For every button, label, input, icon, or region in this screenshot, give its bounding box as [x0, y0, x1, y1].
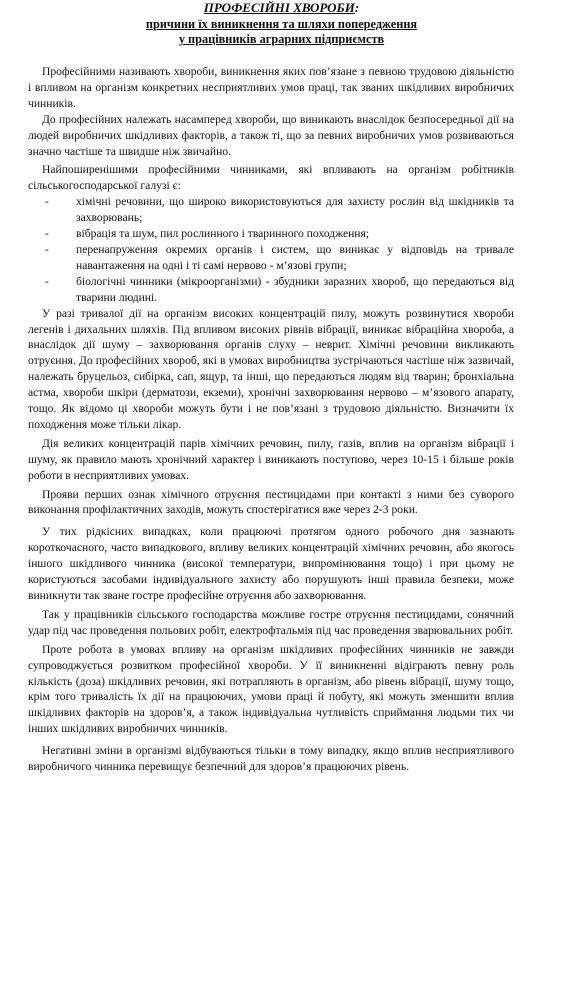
list-item [28, 194, 514, 226]
title-line [0, 0, 563, 17]
paragraph-chronic: Дія великих концентрацій парів хімічних речовин, пилу, газів, вплив на організм вібрації і шуму, як правило мають хронічний характер і виникають поступово, через 10-15 і більше років роботи в несприятливих умовах. [28, 436, 514, 482]
paragraph-pesticides: Прояви перших ознак хімічного отруєння пестицидами при контакті з ними без суворого виконання профілактичних заходів, можуть спостерігатися вже через 2-3 роки. [28, 487, 514, 517]
list-item-text: біологічні чинники (мікроорганізми) - збудники заразних хвороб, що передаються від тварини людині. [76, 274, 514, 304]
document-body [28, 64, 514, 775]
list-item [28, 274, 514, 306]
bullet-dash: - [45, 195, 49, 209]
list-item-text: хімічні речовини, що широко використовуються для захисту рослин від шкідників та захворювань; [76, 195, 514, 225]
document-title: ПРОФЕСІЙНІ ХВОРОБИ [203, 0, 355, 15]
title-colon: : [354, 0, 360, 15]
document-subtitle-line-2: у працівників аграрних підприємств [178, 31, 385, 46]
paragraph-risk-factors: Проте робота в умовах впливу на організм шкідливих професійних чинників не завжди супроводжується розвитком професійної хвороби. У її виникненні відіграють певну роль кількість (доза) шкідливих речовин, які потрапляють в організм, або рівень вібрації, шуму тощо, крім того тривалість їх дії на працюючих, умови праці й побуту, які можуть зменшити вплив шкідливих факторів на здоров’я, а також індивідуальна чутливість сприймання людьми тих чи інших шкідливих виробничих чинників. [28, 642, 514, 736]
bullet-dash: - [45, 242, 49, 256]
list-item-text: перенапруження окремих органів і систем, що виникає у відповідь на тривале навантаження на одні і ті самі нервово - м’язові групи; [76, 242, 514, 272]
paragraph-definition: Професійними називають хвороби, виникнення яких пов’язане з певною трудовою діяльністю і впливом на організм конкретних несприятливих умов праці, так званих шкідливих виробничих чинників. [28, 65, 514, 110]
paragraph-diseases: У разі тривалої дії на організм високих концентрацій пилу, можуть розвинутися хвороби легенів і дихальних шляхів. Під впливом високих рівнів вібрації, виникає вібраційна хвороба, а внаслідок дії шуму – захворювання органів слуху – неврит. Хімічні речовини викликають отруєння. До професійних хвороб, які в умовах виробництва зустрічаються частіше ніж зазвичай, належать бруцельоз, сибірка, сап, ящур, та інші, що передаються людям від тварин; бронхіальна астма, хвороби шкіри (дерматози, екземи), хронічні захворювання нервово – м’язового апарату, тощо. Як відомо ці хвороби можуть бути і не пов’язані з трудовою діяльністю. Визначити їх походження може тільки лікар. [28, 306, 514, 431]
document-header [0, 0, 563, 47]
list-item [28, 242, 514, 274]
list-item [28, 226, 514, 242]
bullet-dash: - [45, 227, 49, 241]
paragraph-conclusion: Негативні зміни в організмі відбуваються тільки в тому випадку, якщо вплив несприятливого виробничого чинника перевищує безпечний для здоров’я працюючих рівень. [28, 744, 514, 774]
paragraph-includes: До професійних належать насамперед хвороби, що виникають внаслідок безпосередньої дії на людей виробничих шкідливих факторів, а також ті, що за певних виробничих умов розвиваються значно частіше та швидше ніж звичайно. [28, 112, 514, 158]
list-item-text: вібрація та шум, пил рослинного і тваринного походження; [76, 227, 370, 241]
document-subtitle-line-1: причини їх виникнення та шляхи попередження [145, 16, 418, 31]
paragraph-factors-intro: Найпоширенішими професійними чинниками, які впливають на організм робітників сільськогосподарської галузі є: [28, 163, 514, 193]
bullet-dash: - [45, 274, 49, 288]
paragraph-acute: У тих рідкісних випадках, коли працюючі протягом одного робочого дня зазнають короткочасного, часто випадкового, впливу великих концентрацій хімічних речовин, або якогось іншого шкідливого чинника (високої температури, випромінювання тощо) і при цьому не користуються засобами індивідуального захисту або порушують інші правила безпеки, може виникнути так зване гостре професійне отруєння або захворювання. [28, 525, 514, 602]
paragraph-agriculture: Так у працівників сільського господарства можливе гостре отруєння пестицидами, сонячний удар під час проведення польових робіт, електрофтальмія під час проведення зварювальних робіт. [28, 607, 514, 637]
factors-list [28, 194, 514, 305]
